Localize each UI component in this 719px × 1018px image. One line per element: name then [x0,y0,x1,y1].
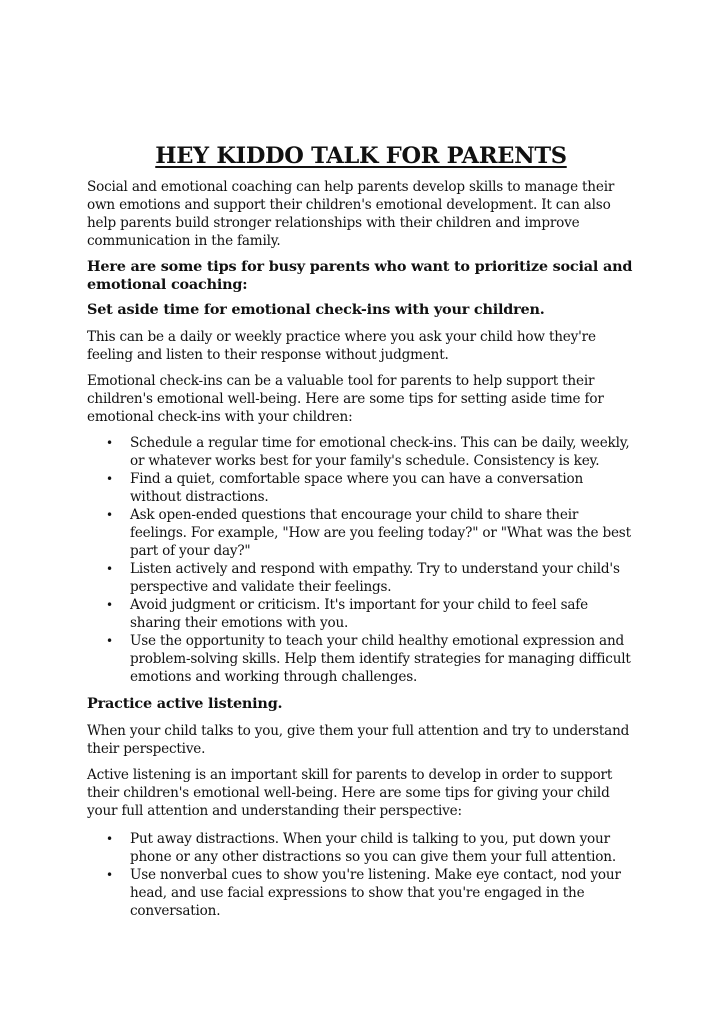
section-paragraph: Active listening is an important skill for parents to develop in order to support their children's emotional well-being. Here are some tips for giving your child your full attention and understanding their perspective: [87,767,613,819]
section-paragraph: When your child talks to you, give them your full attention and try to understand their perspective. [87,723,630,757]
section-heading-check-ins: Set aside time for emotional check-ins with your children. [87,301,545,318]
list-item: • Listen actively and respond with empathy. Try to understand your child's perspective and validate their feelings. [130,560,635,596]
document-page [87,142,635,929]
list-item: • Put away distractions. When your child is talking to you, put down your phone or any other distractions so you can give them your full attention. [130,830,635,866]
list-item: • Ask open-ended questions that encourage your child to share their feelings. For example, "How are you feeling today?" or "What was the best part of your day?" [130,506,635,560]
list-item: • Use the opportunity to teach your child healthy emotional expression and problem-solving skills. Help them identify strategies for managing difficult emotions and working through challenges. [130,632,635,686]
page-title: HEY KIDDO TALK FOR PARENTS [155,143,567,169]
active-listening-tips-list [87,830,635,920]
intro-paragraph: Social and emotional coaching can help parents develop skills to manage their own emotions and support their children's emotional development. It can also help parents build stronger relationships with their children and improve communication in the family. [87,179,615,249]
list-item: • Find a quiet, comfortable space where you can have a conversation without distractions. [130,470,635,506]
tips-heading: Here are some tips for busy parents who want to prioritize social and emotional coaching: [87,258,633,293]
list-item: • Schedule a regular time for emotional check-ins. This can be daily, weekly, or whatever works best for your family's schedule. Consistency is key. [130,434,635,470]
section-heading-active-listening: Practice active listening. [87,695,283,712]
check-ins-tips-list [87,434,635,686]
list-item: • Use nonverbal cues to show you're listening. Make eye contact, nod your head, and use facial expressions to show that you're engaged in the conversation. [130,866,635,920]
section-paragraph: This can be a daily or weekly practice where you ask your child how they're feeling and listen to their response without judgment. [87,329,596,363]
section-paragraph: Emotional check-ins can be a valuable tool for parents to help support their children's emotional well-being. Here are some tips for setting aside time for emotional check-ins with your children: [87,373,604,425]
list-item: • Avoid judgment or criticism. It's important for your child to feel safe sharing their emotions with you. [130,596,635,632]
